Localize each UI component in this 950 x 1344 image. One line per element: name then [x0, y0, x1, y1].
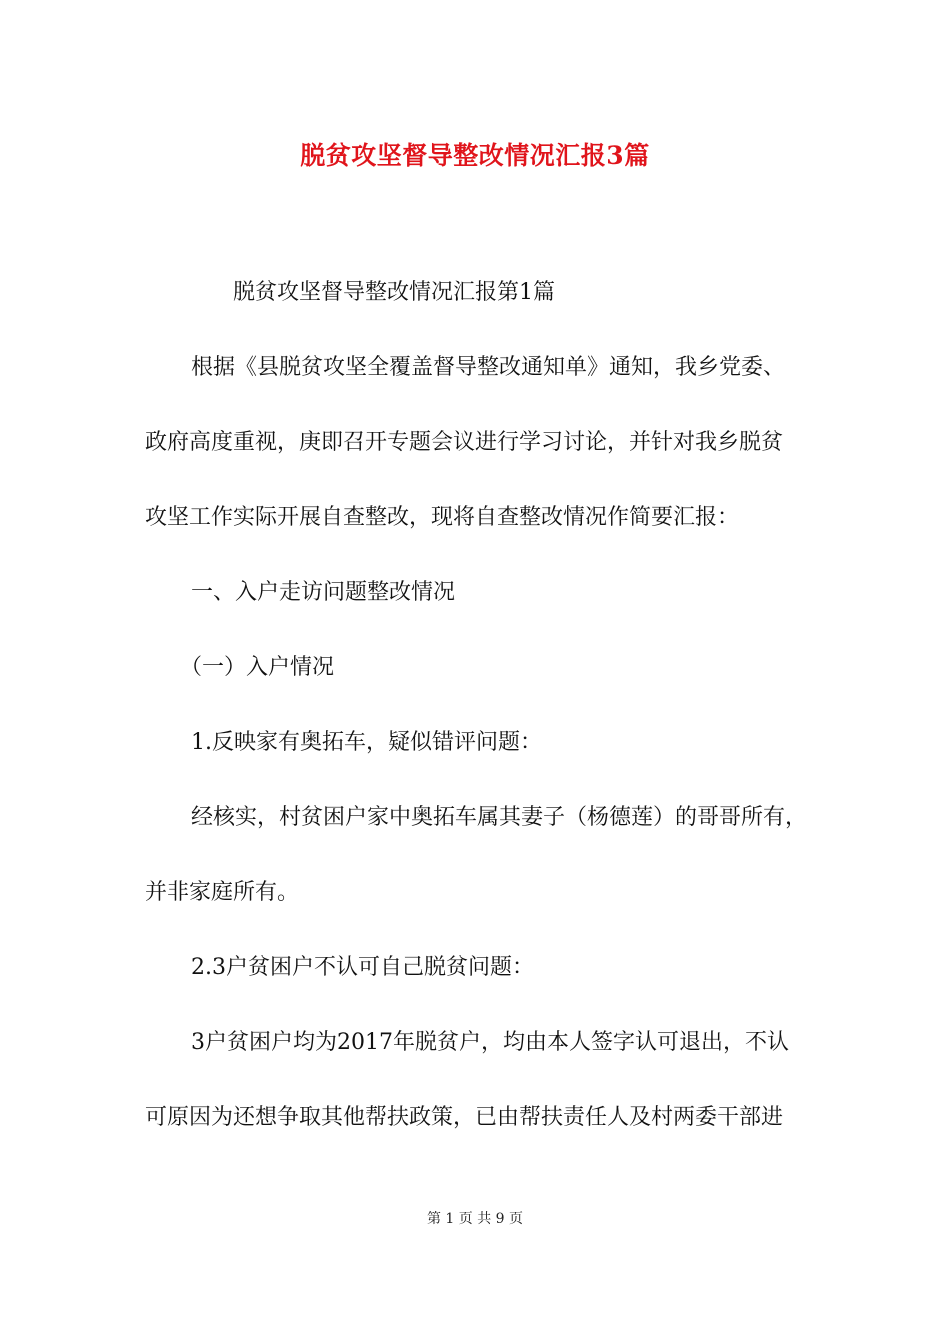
subsection-heading: （一）入户情况	[180, 655, 335, 680]
paragraph-line: 攻坚工作实际开展自查整改，现将自查整改情况作简要汇报：	[145, 505, 740, 530]
item-heading: 1.反映家有奥拓车，疑似错评问题：	[191, 730, 542, 755]
document-title: 脱贫攻坚督导整改情况汇报3篇	[300, 141, 650, 170]
paragraph-line: 3户贫困户均为2017年脱贫户，均由本人签字认可退出，不认	[191, 1030, 789, 1055]
paragraph-line: 政府高度重视，庚即召开专题会议进行学习讨论，并针对我乡脱贫	[145, 430, 784, 455]
paragraph-line: 根据《县脱贫攻坚全覆盖督导整改通知单》通知，我乡党委、	[191, 355, 786, 380]
paragraph-line: 并非家庭所有。	[145, 880, 300, 905]
section-heading: 脱贫攻坚督导整改情况汇报第1篇	[233, 280, 555, 305]
page-number-footer: 第 1 页 共 9 页	[426, 1211, 524, 1227]
item-heading: 2.3户贫困户不认可自己脱贫问题：	[191, 955, 534, 980]
section-heading: 一、入户走访问题整改情况	[191, 580, 456, 605]
paragraph-line: 经核实，村贫困户家中奥拓车属其妻子（杨德莲）的哥哥所有，	[191, 805, 808, 830]
paragraph-line: 可原因为还想争取其他帮扶政策，已由帮扶责任人及村两委干部进	[145, 1105, 784, 1130]
